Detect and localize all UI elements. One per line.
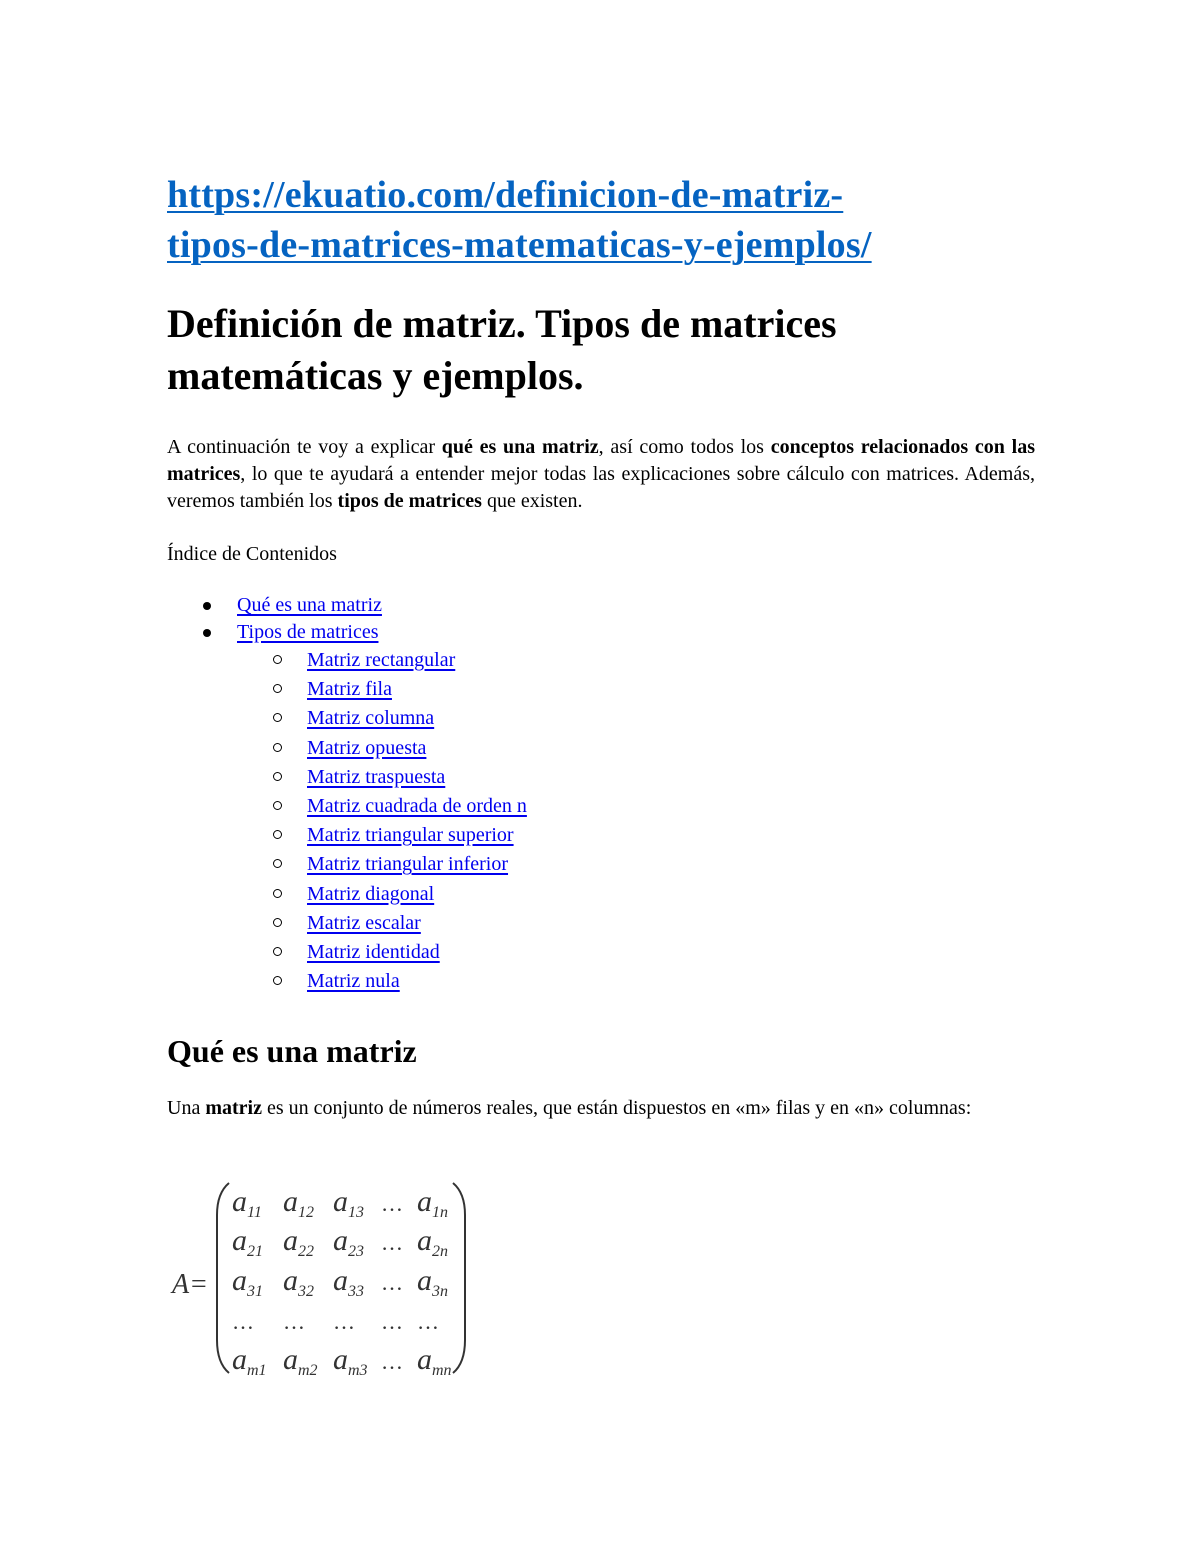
definition-text-2: es un conjunto de números reales, que están dispuestos en «m» filas y en «n» columnas: bbox=[261, 1097, 972, 1120]
toc-subitem bbox=[167, 967, 1035, 996]
toc-link-matriz-escalar[interactable]: Matriz escalar bbox=[307, 911, 421, 934]
toc-link-matriz-cuadrada[interactable]: Matriz cuadrada de orden n bbox=[307, 794, 527, 817]
intro-bold-3: tipos de matrices bbox=[337, 490, 482, 512]
matrix-entry: a13 bbox=[333, 1185, 364, 1221]
circle-bullet-icon bbox=[273, 830, 282, 839]
matrix-figure bbox=[167, 1175, 487, 1385]
matrix-entry: … bbox=[381, 1270, 403, 1295]
circle-bullet-icon bbox=[273, 947, 282, 956]
toc-label: Índice de Contenidos bbox=[167, 543, 337, 565]
toc-subitem bbox=[167, 675, 1035, 704]
url-line-2: tipos-de-matrices-matematicas-y-ejemplos/ bbox=[167, 224, 872, 266]
intro-bold-1: qué es una matriz bbox=[441, 436, 599, 458]
toc-subitem bbox=[167, 821, 1035, 850]
matrix-entry: a11 bbox=[232, 1185, 262, 1221]
intro-text-4: que existen. bbox=[481, 490, 583, 512]
intro-text-3: , lo que te ayudará a entender mejor todas las explicaciones sobre cálculo con matrices. Además, veremos también los bbox=[167, 463, 1035, 512]
matrix-entry: … bbox=[232, 1309, 254, 1334]
matrix-entry: a21 bbox=[232, 1224, 263, 1260]
source-url-heading bbox=[167, 170, 1035, 270]
definition-bold: matriz bbox=[205, 1097, 262, 1120]
matrix-entry: … bbox=[283, 1309, 305, 1334]
right-parenthesis bbox=[453, 1183, 465, 1373]
matrix-entry: a23 bbox=[333, 1224, 364, 1260]
matrix-entry: a31 bbox=[232, 1264, 263, 1300]
circle-bullet-icon bbox=[273, 684, 282, 693]
title-line-1: Definición de matriz. Tipos de matrices bbox=[167, 301, 837, 346]
toc-link-tipos-de-matrices[interactable]: Tipos de matrices bbox=[237, 621, 379, 643]
toc-subitem bbox=[167, 938, 1035, 967]
matrix-entry: a2n bbox=[417, 1224, 448, 1260]
toc-link-matriz-rectangular[interactable]: Matriz rectangular bbox=[307, 649, 456, 671]
toc-subitem bbox=[167, 792, 1035, 821]
toc-subitem bbox=[167, 850, 1035, 879]
toc-link-matriz-fila[interactable]: Matriz fila bbox=[307, 678, 392, 701]
matrix-lhs: A= bbox=[172, 1269, 208, 1300]
document-page bbox=[167, 170, 1035, 1379]
intro-text-1: A continuación te voy a explicar bbox=[167, 436, 442, 458]
circle-bullet-icon bbox=[273, 859, 282, 868]
matrix-entry: … bbox=[381, 1309, 403, 1334]
circle-bullet-icon bbox=[273, 713, 282, 722]
left-parenthesis bbox=[217, 1183, 229, 1373]
matrix-entry: … bbox=[417, 1309, 439, 1334]
intro-paragraph bbox=[167, 434, 1035, 515]
toc-link-matriz-triangular-inferior[interactable]: Matriz triangular inferior bbox=[307, 853, 509, 876]
title-line-2: matemáticas y ejemplos. bbox=[167, 353, 584, 398]
circle-bullet-icon bbox=[273, 976, 282, 985]
matrix-entry: am2 bbox=[283, 1343, 318, 1379]
url-line-1: https://ekuatio.com/definicion-de-matriz- bbox=[167, 174, 844, 216]
matrix-entry: a32 bbox=[283, 1264, 314, 1300]
toc-link-matriz-traspuesta[interactable]: Matriz traspuesta bbox=[307, 765, 446, 788]
matrix-entry: a1n bbox=[417, 1185, 448, 1221]
toc-link-matriz-opuesta[interactable]: Matriz opuesta bbox=[307, 736, 427, 759]
definition-paragraph bbox=[167, 1095, 1035, 1122]
matrix-entry: a3n bbox=[417, 1264, 448, 1300]
toc-subitem bbox=[167, 909, 1035, 938]
toc-subitem bbox=[167, 704, 1035, 733]
circle-bullet-icon bbox=[273, 743, 282, 752]
matrix-entry: … bbox=[381, 1349, 403, 1374]
source-url-link[interactable] bbox=[167, 174, 872, 266]
section-title: Qué es una matriz bbox=[167, 1033, 417, 1070]
bullet-icon bbox=[203, 602, 211, 610]
toc-item bbox=[167, 592, 1035, 619]
matrix-equation bbox=[167, 1175, 487, 1385]
toc-item bbox=[167, 619, 1035, 646]
circle-bullet-icon bbox=[273, 889, 282, 898]
matrix-entry: a22 bbox=[283, 1224, 314, 1260]
definition-text-1: Una bbox=[167, 1097, 206, 1120]
intro-bold-2: conceptos relacionados con las matrices bbox=[167, 436, 1035, 485]
circle-bullet-icon bbox=[273, 772, 282, 781]
toc-subitem bbox=[167, 646, 1035, 675]
toc-link-matriz-columna[interactable]: Matriz columna bbox=[307, 707, 435, 730]
circle-bullet-icon bbox=[273, 801, 282, 810]
matrix-entry: a12 bbox=[283, 1185, 314, 1221]
matrix-entry: amn bbox=[417, 1343, 452, 1379]
matrix-entry: … bbox=[381, 1191, 403, 1216]
matrix-entry: am1 bbox=[232, 1343, 267, 1379]
table-of-contents bbox=[167, 592, 1035, 996]
page-title bbox=[167, 298, 1035, 402]
matrix-entry: … bbox=[381, 1230, 403, 1255]
bullet-icon bbox=[203, 629, 211, 637]
matrix-entry: a33 bbox=[333, 1264, 364, 1300]
toc-link-matriz-diagonal[interactable]: Matriz diagonal bbox=[307, 882, 435, 905]
matrix-cells bbox=[232, 1185, 452, 1379]
toc-subitem bbox=[167, 734, 1035, 763]
circle-bullet-icon bbox=[273, 918, 282, 927]
matrix-entry: … bbox=[333, 1309, 355, 1334]
toc-link-que-es-una-matriz[interactable]: Qué es una matriz bbox=[237, 594, 382, 616]
toc-subitem bbox=[167, 880, 1035, 909]
intro-text-2: , así como todos los bbox=[598, 436, 771, 458]
matrix-entry: am3 bbox=[333, 1343, 368, 1379]
toc-link-matriz-triangular-superior[interactable]: Matriz triangular superior bbox=[307, 824, 514, 847]
toc-link-matriz-identidad[interactable]: Matriz identidad bbox=[307, 940, 440, 963]
toc-subitem bbox=[167, 763, 1035, 792]
toc-link-matriz-nula[interactable]: Matriz nula bbox=[307, 970, 400, 993]
circle-bullet-icon bbox=[273, 655, 282, 664]
